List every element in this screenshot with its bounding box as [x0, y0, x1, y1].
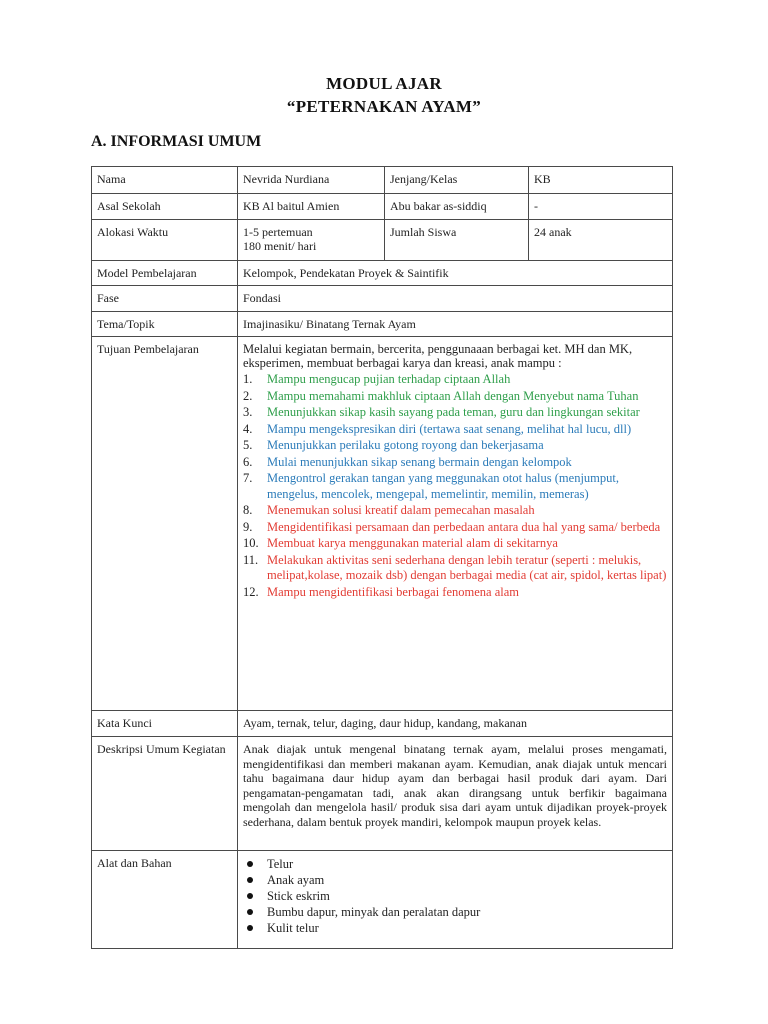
material-text: Anak ayam: [267, 873, 325, 887]
objective-text: Melakukan aktivitas seni sederhana dengan lebih teratur (seperti : melukis, melipat,kolase, mozaik dsb) dengan berbagai media (cat air, spidol, kertas lipat): [267, 552, 667, 582]
table-row: [92, 261, 673, 286]
objective-number: 5.: [243, 438, 253, 452]
fase-label: Fase: [92, 286, 238, 312]
abu-label: Abu bakar as-siddiq: [385, 194, 529, 220]
bullet-icon: [247, 909, 253, 915]
objective-item: [243, 503, 667, 519]
objective-text: Mampu mengekspresikan diri (tertawa saat senang, melihat hal lucu, dll): [267, 421, 632, 436]
alokasi-label: Alokasi Waktu: [92, 220, 238, 261]
objective-number: 12.: [243, 584, 259, 599]
objective-number: 4.: [243, 421, 253, 436]
alokasi-line: 180 menit/ hari: [243, 239, 317, 253]
material-text: Kulit telur: [267, 921, 319, 935]
objective-text: Mampu memahami makhluk ciptaan Allah dengan Menyebut nama Tuhan: [267, 388, 639, 403]
bullet-icon: [247, 861, 253, 867]
deskripsi-value: Anak diajak untuk mengenal binatang ternak ayam, melalui proses mengamati, mengidentifikasi dan memberi makanan ayam. Kemudian, anak diajak untuk mencari tahu bagaimana daur hidup ayam dan berbagai hasil produk dari ayam. Dari pengamatan-pengamatan tadi, anak akan dirangsang untuk berfikir bagaimana mengolah dan mengelola hasil/ produk sisa dari ayam untuk dijadikan proyek-proyek sederhana, dalam bentuk proyek mandiri, kelompok maupun proyek kelas.: [238, 737, 673, 851]
objectives-list: [243, 372, 667, 600]
material-item: [243, 856, 667, 872]
alat-content: [238, 851, 673, 949]
objective-number: 1.: [243, 372, 253, 386]
tujuan-intro: Melalui kegiatan bermain, bercerita, penggunaaan berbagai ket. MH dan MK, eksperimen, membuat berbagai karya dan kreasi, anak mampu :: [243, 342, 633, 370]
objective-number: 7.: [243, 471, 253, 485]
objective-item: [243, 553, 667, 584]
bullet-icon: [247, 925, 253, 931]
jumlah-label: Jumlah Siswa: [385, 220, 529, 261]
document-title: MODUL AJAR: [326, 74, 442, 93]
objective-text: Mengidentifikasi persamaan dan perbedaan antara dua hal yang sama/ berbeda: [267, 519, 661, 534]
objective-text: Menunjukkan perilaku gotong royong dan bekerjasama: [267, 438, 544, 452]
tema-value: Imajinasiku/ Binatang Ternak Ayam: [238, 312, 673, 337]
objective-item: [243, 520, 667, 536]
objective-number: 6.: [243, 454, 253, 469]
material-item: [243, 920, 667, 936]
objective-text: Mulai menunjukkan sikap senang bermain dengan kelompok: [267, 454, 572, 469]
section-heading: A. INFORMASI UMUM: [91, 133, 262, 150]
jumlah-value: 24 anak: [529, 220, 673, 261]
objective-text: Mampu mengidentifikasi berbagai fenomena alam: [267, 584, 519, 599]
objective-number: 9.: [243, 519, 253, 534]
asal-label: Asal Sekolah: [92, 194, 238, 220]
objective-text: Mengontrol gerakan tangan yang meggunakan otot halus (menjumput, mengelus, mencolek, mengepal, memelintir, memilin, memeras): [267, 471, 619, 501]
nama-value: Nevrida Nurdiana: [238, 167, 385, 194]
objective-item: [243, 405, 667, 421]
objective-item: [243, 389, 667, 405]
table-row: [92, 711, 673, 737]
table-row: [92, 337, 673, 711]
table-row: [92, 167, 673, 194]
nama-label: Nama: [92, 167, 238, 194]
objective-item: [243, 585, 667, 601]
model-value: Kelompok, Pendekatan Proyek & Saintifik: [238, 261, 673, 286]
bullet-icon: [247, 893, 253, 899]
objective-text: Mampu mengucap pujian terhadap ciptaan Allah: [267, 372, 511, 386]
document-subtitle: “PETERNAKAN AYAM”: [286, 97, 482, 116]
table-row: [92, 194, 673, 220]
info-table: [91, 166, 673, 949]
objective-item: [243, 372, 667, 388]
table-row: [92, 737, 673, 851]
objective-item: [243, 438, 667, 454]
deskripsi-label: Deskripsi Umum Kegiatan: [92, 737, 238, 851]
tema-label: Tema/Topik: [92, 312, 238, 337]
objective-item: [243, 471, 667, 502]
table-row: [92, 851, 673, 949]
material-text: Stick eskrim: [267, 889, 330, 903]
table-row: [92, 312, 673, 337]
tujuan-label: Tujuan Pembelajaran: [92, 337, 238, 711]
materials-list: [243, 856, 667, 936]
objective-text: Menunjukkan sikap kasih sayang pada teman, guru dan lingkungan sekitar: [267, 405, 640, 419]
objective-item: [243, 536, 667, 552]
abu-value: -: [529, 194, 673, 220]
objective-text: Menemukan solusi kreatif dalam pemecahan masalah: [267, 503, 535, 517]
table-row: [92, 286, 673, 312]
material-item: [243, 904, 667, 920]
tujuan-content: [238, 337, 673, 711]
objective-number: 2.: [243, 388, 253, 403]
model-label: Model Pembelajaran: [92, 261, 238, 286]
objective-text: Membuat karya menggunakan material alam di sekitarnya: [267, 536, 558, 550]
bullet-icon: [247, 877, 253, 883]
material-item: [243, 888, 667, 904]
jenjang-value: KB: [529, 167, 673, 194]
alokasi-value: [238, 220, 385, 261]
objective-number: 10.: [243, 536, 259, 550]
alokasi-line: 1-5 pertemuan: [243, 225, 313, 239]
objective-number: 11.: [243, 552, 259, 567]
objective-number: 8.: [243, 503, 253, 517]
jenjang-label: Jenjang/Kelas: [385, 167, 529, 194]
fase-value: Fondasi: [238, 286, 673, 312]
asal-value: KB Al baitul Amien: [238, 194, 385, 220]
material-text: Telur: [267, 857, 294, 871]
objective-number: 3.: [243, 405, 253, 419]
material-item: [243, 872, 667, 888]
objective-item: [243, 455, 667, 471]
kata-kunci-label: Kata Kunci: [92, 711, 238, 737]
material-text: Bumbu dapur, minyak dan peralatan dapur: [267, 905, 481, 919]
alat-label: Alat dan Bahan: [92, 851, 238, 949]
objective-item: [243, 422, 667, 438]
kata-kunci-value: Ayam, ternak, telur, daging, daur hidup, kandang, makanan: [238, 711, 673, 737]
table-row: [92, 220, 673, 261]
